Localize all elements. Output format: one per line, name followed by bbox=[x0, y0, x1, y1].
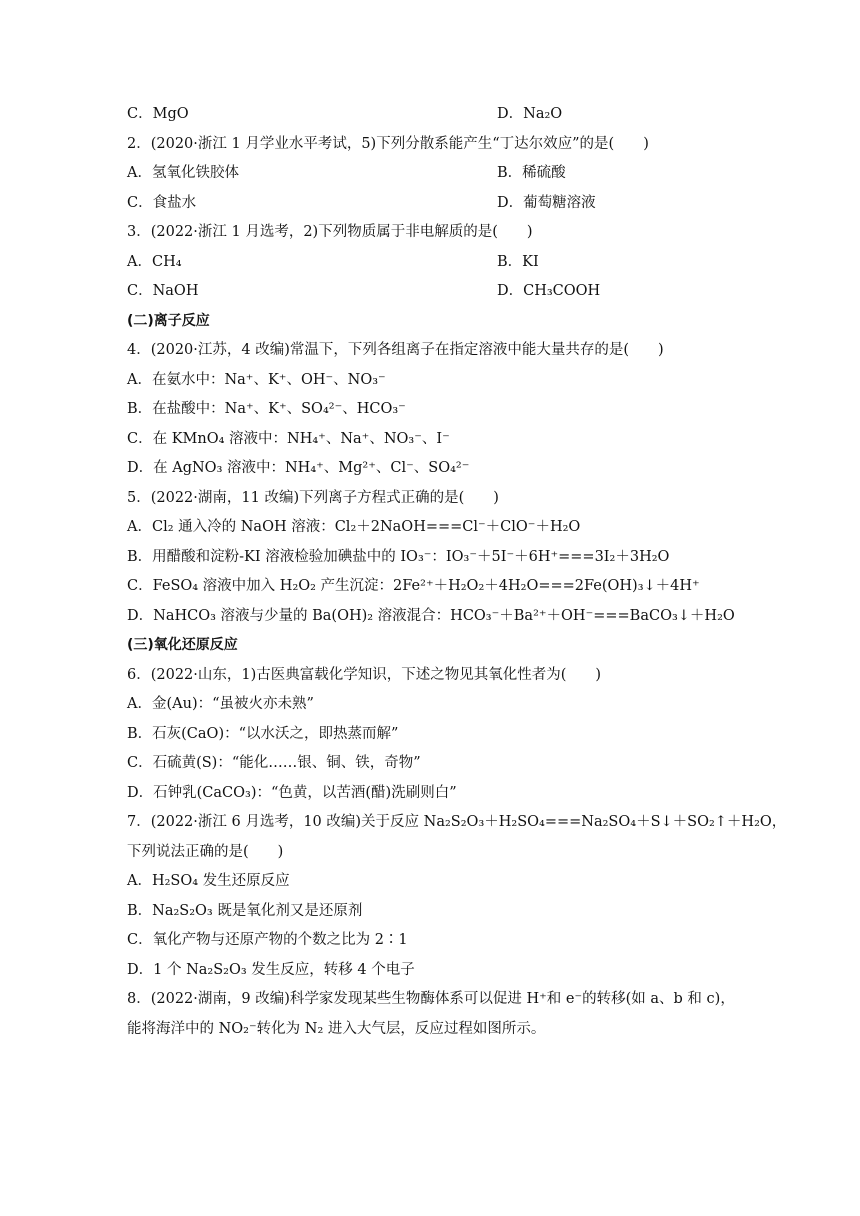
q1-option-c: C．MgO bbox=[127, 106, 189, 122]
q3-option-row-cd bbox=[127, 281, 601, 301]
q2-option-d: D．葡萄糖溶液 bbox=[497, 195, 596, 211]
q5-option-d: D．NaHCO₃ 溶液与少量的 Ba(OH)₂ 溶液混合：HCO₃⁻＋Ba²⁺＋OH⁻===BaCO₃↓＋H₂O bbox=[127, 608, 735, 624]
q6-option-a: A．金(Au)：“虽被火亦未熟” bbox=[127, 696, 314, 712]
section-heading-ionic-reactions: (二)离子反应 bbox=[127, 313, 210, 329]
q2-option-row-cd bbox=[127, 193, 596, 213]
q2-option-a: A．氢氧化铁胶体 bbox=[127, 165, 239, 181]
section-heading-redox-reactions: (三)氧化还原反应 bbox=[127, 637, 238, 653]
q4-option-d: D．在 AgNO₃ 溶液中：NH₄⁺、Mg²⁺、Cl⁻、SO₄²⁻ bbox=[127, 460, 470, 476]
q1-option-row-cd bbox=[127, 104, 563, 124]
q7-option-a: A．H₂SO₄ 发生还原反应 bbox=[127, 873, 290, 889]
q7-option-d: D．1 个 Na₂S₂O₃ 发生反应，转移 4 个电子 bbox=[127, 962, 415, 978]
q2-option-row-ab bbox=[127, 163, 566, 183]
q7-option-b: B．Na₂S₂O₃ 既是氧化剂又是还原剂 bbox=[127, 903, 363, 919]
q1-option-d: D．Na₂O bbox=[497, 106, 563, 122]
q2-stem: 2．(2020·浙江 1 月学业水平考试，5)下列分散系能产生“丁达尔效应”的是( ) bbox=[127, 136, 649, 152]
q5-option-a: A．Cl₂ 通入冷的 NaOH 溶液：Cl₂＋2NaOH===Cl⁻＋ClO⁻＋H₂O bbox=[127, 519, 581, 535]
q4-option-b: B．在盐酸中：Na⁺、K⁺、SO₄²⁻、HCO₃⁻ bbox=[127, 401, 406, 417]
q2-option-c: C．食盐水 bbox=[127, 195, 197, 211]
q4-option-c: C．在 KMnO₄ 溶液中：NH₄⁺、Na⁺、NO₃⁻、I⁻ bbox=[127, 431, 450, 447]
q3-stem: 3．(2022·浙江 1 月选考，2)下列物质属于非电解质的是( ) bbox=[127, 224, 533, 240]
q5-stem: 5．(2022·湖南，11 改编)下列离子方程式正确的是( ) bbox=[127, 490, 499, 506]
q8-stem-line-1: 8．(2022·湖南，9 改编)科学家发现某些生物酶体系可以促进 H⁺和 e⁻的转移(如 a、b 和 c)， bbox=[127, 991, 735, 1007]
q3-option-row-ab bbox=[127, 252, 539, 272]
q5-option-c: C．FeSO₄ 溶液中加入 H₂O₂ 产生沉淀：2Fe²⁺＋H₂O₂＋4H₂O===2Fe(OH)₃↓＋4H⁺ bbox=[127, 578, 700, 594]
q7-stem-line-1: 7．(2022·浙江 6 月选考，10 改编)关于反应 Na₂S₂O₃＋H₂SO₄===Na₂SO₄＋S↓＋SO₂↑＋H₂O， bbox=[127, 814, 787, 830]
q6-option-d: D．石钟乳(CaCO₃)：“色黄，以苦酒(醋)洗刷则白” bbox=[127, 785, 457, 801]
q8-stem-line-2: 能将海洋中的 NO₂⁻转化为 N₂ 进入大气层，反应过程如图所示。 bbox=[127, 1021, 546, 1037]
q7-stem-line-2: 下列说法正确的是( ) bbox=[127, 844, 284, 860]
q6-option-c: C．石硫黄(S)：“能化……银、铜、铁，奇物” bbox=[127, 755, 421, 771]
q3-option-c: C．NaOH bbox=[127, 283, 199, 299]
q3-option-d: D．CH₃COOH bbox=[497, 283, 601, 299]
q6-option-b: B．石灰(CaO)：“以水沃之，即热蒸而解” bbox=[127, 726, 399, 742]
q7-option-c: C．氧化产物与还原产物的个数之比为 2∶1 bbox=[127, 932, 408, 948]
q3-option-b: B．KI bbox=[497, 254, 539, 270]
q4-option-a: A．在氨水中：Na⁺、K⁺、OH⁻、NO₃⁻ bbox=[127, 372, 386, 388]
q2-option-b: B．稀硫酸 bbox=[497, 165, 566, 181]
q6-stem: 6．(2022·山东，1)古医典富载化学知识，下述之物见其氧化性者为( ) bbox=[127, 667, 602, 683]
q4-stem: 4．(2020·江苏，4 改编)常温下，下列各组离子在指定溶液中能大量共存的是( ) bbox=[127, 342, 664, 358]
q3-option-a: A．CH₄ bbox=[127, 254, 182, 270]
q5-option-b: B．用醋酸和淀粉-KI 溶液检验加碘盐中的 IO₃⁻：IO₃⁻＋5I⁻＋6H⁺===3I₂＋3H₂O bbox=[127, 549, 670, 565]
